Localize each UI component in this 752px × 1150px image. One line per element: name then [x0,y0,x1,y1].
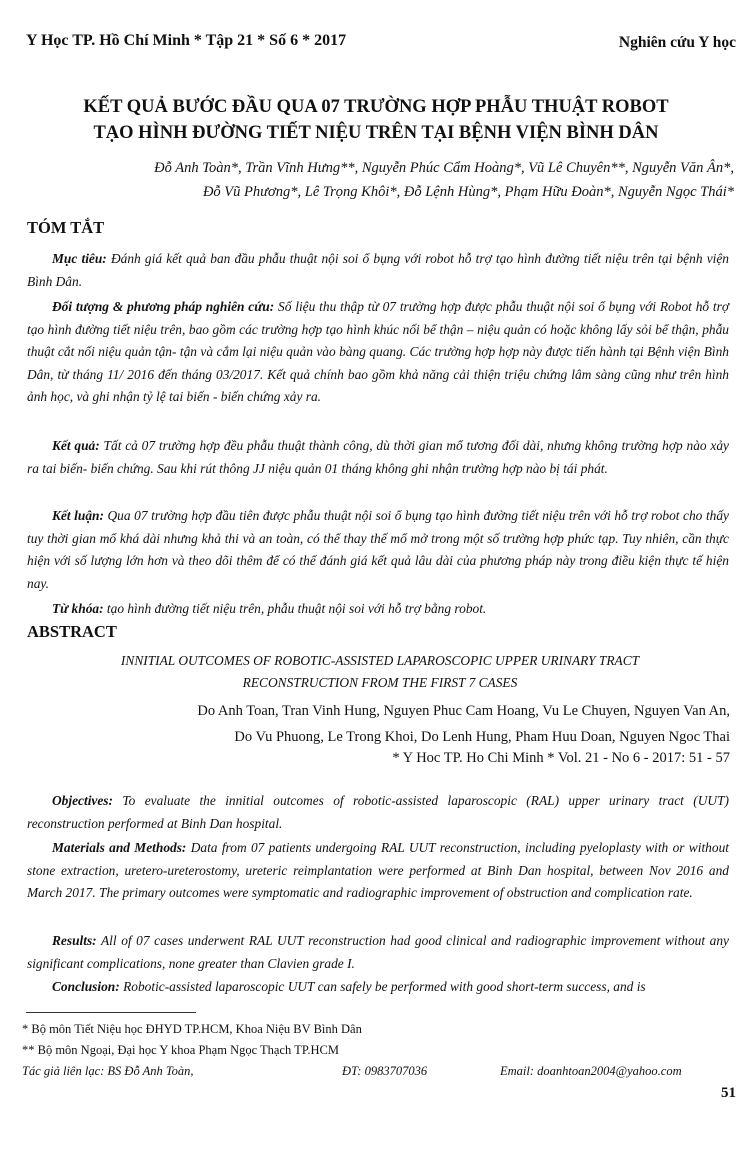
journal-header: Y Học TP. Hồ Chí Minh * Tập 21 * Số 6 * 2017 [26,32,347,49]
methods-label: Materials and Methods: [52,840,187,855]
authors-vi [34,156,734,204]
footnote-2: ** Bộ môn Ngoại, Đại học Y khoa Phạm Ngọc Thạch TP.HCM [22,1043,339,1057]
ketluan-paragraph [27,505,729,595]
title-line: KẾT QUẢ BƯỚC ĐẦU QUA 07 TRƯỜNG HỢP PHẪU THUẬT ROBOT [83,97,669,117]
ketluan-label: Kết luận: [52,508,104,523]
tukhoa-text: tạo hình đường tiết niệu trên, phẫu thuật nội soi với hỗ trợ bằng robot. [106,601,487,616]
objectives-text: To evaluate the innitial outcomes of robotic-assisted laparoscopic (RAL) upper urinary tract (UUT) reconstruction performed at Binh Dan hospital. [27,793,729,831]
authors-en-line: Do Anh Toan, Tran Vinh Hung, Nguyen Phuc Cam Hoang, Vu Le Chuyen, Nguyen Van An, [197,703,730,719]
doituong-label: Đối tượng & phương pháp nghiên cứu: [52,299,275,314]
footnote-1: * Bộ môn Tiết Niệu học ĐHYD TP.HCM, Khoa Niệu BV Bình Dân [22,1022,362,1036]
ketqua-text: Tất cả 07 trường hợp đều phẫu thuật thành công, dù thời gian mổ tương đối dài, nhưng không trường hợp nào xảy ra tai biến- biến chứng. Sau khi rút thông JJ niệu quản 01 tháng không ghi nhận trường hợp nào bị tái phát. [27,438,729,476]
title-line: TẠO HÌNH ĐƯỜNG TIẾT NIỆU TRÊN TẠI BỆNH VIỆN BÌNH DÂN [93,123,659,143]
authors-line: Đỗ Vũ Phương*, Lê Trọng Khôi*, Đỗ Lệnh Hùng*, Phạm Hữu Đoàn*, Nguyễn Ngọc Thái* [202,184,734,200]
methods-text: Data from 07 patients undergoing RAL UUT reconstruction, including pyeloplasty with or without stone extraction, uretero-ureterostomy, ureteric reimplantation were performed at Binh Dan hospital, between Nov 2016 and March 2017. The primary outcomes were symptomatic and radiographic improvement of obstruction and complication rate. [27,840,729,900]
results-paragraph [27,930,729,975]
conclusion-paragraph [27,976,729,999]
abstract-heading: ABSTRACT [27,622,117,641]
authors-line: Đỗ Anh Toàn*, Trần Vĩnh Hưng**, Nguyễn Phúc Cẩm Hoàng*, Vũ Lê Chuyên**, Nguyễn Văn Ân*, [154,160,734,176]
footnote-divider [26,1012,196,1013]
tukhoa-paragraph [27,598,729,621]
results-text: All of 07 cases underwent RAL UUT reconstruction had good clinical and radiographic improvement without any significant complications, none greater than Clavien grade I. [27,933,729,971]
article-title [20,94,732,146]
results-label: Results: [52,933,97,948]
section-header: Nghiên cứu Y học [618,34,736,51]
abstract-title [40,650,720,694]
objectives-label: Objectives: [52,793,113,808]
authors-en-line: Do Vu Phuong, Le Trong Khoi, Do Lenh Hung, Pham Huu Doan, Nguyen Ngoc Thai [234,729,730,745]
ketqua-paragraph [27,435,729,480]
tomtat-heading: TÓM TẮT [27,218,105,237]
doituong-paragraph [27,296,729,409]
contact-phone: ĐT: 0983707036 [342,1064,428,1078]
ketluan-text: Qua 07 trường hợp đầu tiên được phẫu thuật nội soi ổ bụng tạo hình đường tiết niệu trên với hỗ trợ robot cho thấy tuy thời gian mổ khá dài nhưng khả thi và an toàn, có thể thay thế mổ mở trong một số trường hợp phức tạp. Tuy nhiên, cần thực hiện với số lượng lớn hơn và theo dõi thêm để có thể đánh giá kết quả lâu dài của phương pháp này trong điều kiện thực tế hiện nay. [27,508,730,591]
conclusion-label: Conclusion: [52,979,120,994]
citation: * Y Hoc TP. Ho Chi Minh * Vol. 21 - No 6 - 2017: 51 - 57 [392,750,730,766]
conclusion-text: Robotic-assisted laparoscopic UUT can safely be performed with good short-term success, and is [123,979,646,994]
abstract-title-line: RECONSTRUCTION FROM THE FIRST 7 CASES [242,675,518,690]
muctieu-paragraph [27,248,729,293]
doituong-text: Số liệu thu thập từ 07 trường hợp được phẫu thuật nội soi ổ bụng với Robot hỗ trợ tạo hình đường tiết niệu trên, bao gồm các trường hợp tạo hình khúc nối bể thận – niệu quản có hoặc không lấy sỏi bể thận, phẫu thuật cắt nối niệu quản tận- tận và cắm lại niệu quản vào bàng quang. Các trường hợp hợp này được tiến hành tại Bệnh viện Bình Dân, từ tháng 11/ 2016 đến tháng 03/2017. Kết quả chính bao gồm khả năng cải thiện triệu chứng lâm sàng cũng như trên hình ảnh học, và ghi nhận tỷ lệ tai biến - biến chứng xảy ra. [27,299,729,404]
contact-label: Tác giả liên lạc: BS Đỗ Anh Toàn, [22,1064,194,1078]
authors-en [30,698,730,750]
page-number: 51 [721,1085,736,1101]
abstract-title-line: INNITIAL OUTCOMES OF ROBOTIC-ASSISTED LAPAROSCOPIC UPPER URINARY TRACT [120,653,640,668]
contact-email[interactable]: Email: doanhtoan2004@yahoo.com [500,1064,682,1078]
tukhoa-label: Từ khóa: [52,601,104,616]
ketqua-label: Kết quả: [52,438,100,453]
muctieu-label: Mục tiêu: [52,251,107,266]
objectives-paragraph [27,790,729,835]
muctieu-text: Đánh giá kết quả ban đầu phẫu thuật nội soi ổ bụng với robot hỗ trợ tạo hình đường tiết niệu trên tại bệnh viện Bình Dân. [27,251,729,289]
methods-paragraph [27,837,729,905]
